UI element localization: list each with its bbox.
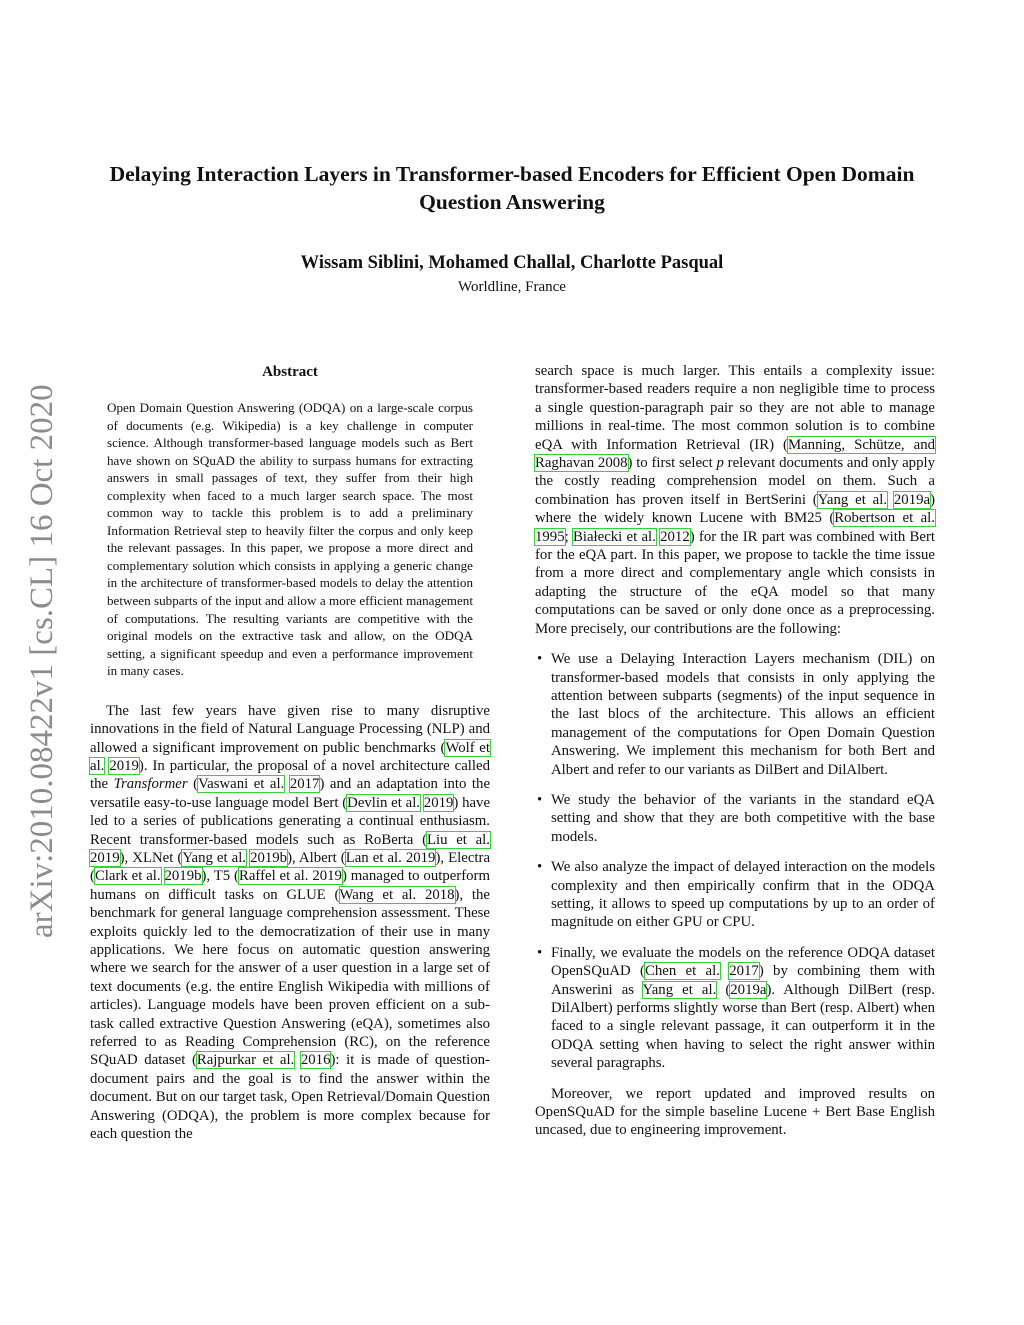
citation-year-link[interactable]: 2019a (730, 981, 767, 998)
intro-text: ) managed to outperform humans on difficult tasks on GLUE ( (90, 868, 490, 903)
intro-text: ), the benchmark for general language comprehension assessment. These exploits quickly led to the democratization of their use in many applications. We here focus on automatic question answering where we search for the answer of a user question in a large set of text documents (e.g. the entire English Wikipedia with millions of articles). Language models have been proven efficient on a sub-task called extractive Question Answering (eQA), sometimes also referred to as Reading Comprehension (RC), on the reference SQuAD dataset ( (90, 886, 490, 1069)
list-item-text: We study the behavior of the variants in the standard eQA setting and show that they are both competitive with the base models. (551, 791, 935, 845)
citation-year-link[interactable]: 2017 (289, 776, 320, 793)
citation-link[interactable]: Yang et al. (817, 491, 888, 508)
list-item (535, 650, 935, 779)
intro-text: ), T5 ( (201, 868, 239, 885)
citation-year-link[interactable]: 2019b (164, 868, 202, 885)
citation-link[interactable]: Chen et al. (644, 963, 720, 980)
right-text: search space is much larger. This entails a complexity issue: transformer-based readers require a non negligible time to process a single question-paragraph pair so they are not able to manage millions in real-time. The most common solution is to combine eQA with Information Retrieval (IR) ( (535, 363, 935, 453)
arxiv-identifier: arXiv:2010.08422v1 [cs.CL] 16 Oct 2020 (24, 384, 60, 938)
right-column (535, 362, 935, 1140)
abstract-text: Open Domain Question Answering (ODQA) on a large-scale corpus of documents (e.g. Wikipedia) is a key challenge in computer science. Although transformer-based language models such as Bert have shown on SQuAD the ability to surpass humans for extracting answers in small passages of text, they suffer from their high complexity when faced to a much larger search space. The most common way to tackle this problem is to add a preliminary Information Retrieval step to heavily filter the corpus and only keep the relevant passages. In this paper, we propose a more direct and complementary solution which consists in applying a generic change in the architecture of transformer-based models to delay the attention between subparts of the input and allow a more efficient management of computations. The resulting variants are competitive with the original models on the extractive task and allow, on the ODQA setting, a significant speedup and even a performance improvement in many cases. (107, 400, 473, 679)
paper-authors: Wissam Siblini, Mohamed Challal, Charlotte Pasqual (300, 253, 724, 273)
right-text: ) for the IR part was combined with Bert for the eQA part. In this paper, we propose to tackle the time issue from a more direct and complementary angle which consists in adapting the structure of the eQA model so that many computations can be saved or only done once as a preprocessing. More precisely, our contributions are the following: (535, 528, 936, 637)
bullet-icon: • (537, 859, 543, 876)
citation-link[interactable]: Yang et al. (642, 981, 717, 998)
right-text: ; (564, 528, 573, 545)
list-item-text: We also analyze the impact of delayed interaction on the models complexity and then empirically confirm that in the ODQA setting, it allows to speed up computations by up to an order of magnitude on either GPU or CPU. (551, 859, 935, 931)
citation-year-link[interactable]: 2019 (109, 757, 139, 774)
citation-link[interactable]: Raffel et al. 2019 (238, 868, 342, 885)
left-column (90, 362, 490, 1144)
contributions-list (535, 650, 935, 1073)
citation-link[interactable]: Clark et al. (94, 868, 161, 885)
citation-link[interactable]: Liu et al. 2019 (90, 831, 490, 866)
intro-text: The last few years have given rise to many disruptive innovations in the field of Natural Language Processing (NLP) and allowed a significant improvement on public benchmarks ( (90, 702, 490, 756)
intro-emphasis: Transformer (113, 776, 188, 793)
bullet-icon: • (537, 651, 543, 668)
citation-link[interactable]: Manning, Schütze, and Raghavan 2008 (535, 436, 935, 472)
right-text: ) to first select (627, 455, 717, 472)
intro-text: ), Albert ( (287, 850, 346, 866)
citation-link[interactable]: Białecki et al. (572, 528, 656, 545)
right-paragraph (535, 362, 935, 638)
citation-year-link[interactable]: 1995 (535, 528, 565, 545)
intro-text: ( (187, 776, 199, 793)
paper-affiliation: Worldline, France (458, 279, 566, 295)
intro-paragraph (90, 702, 490, 1144)
right-text: relevant documents and only apply the costly reading comprehension model on them. Such a combination has proven itself in BertSerini ( (535, 455, 935, 508)
right-text: ) where the widely known Lucene with BM25 ( (535, 491, 936, 527)
citation-link[interactable]: Robertson et al. (834, 510, 935, 527)
citation-link[interactable]: Devlin et al. (347, 794, 421, 811)
citation-link[interactable]: Vaswani et al. (198, 776, 285, 793)
list-item-text: ) by combining them with Answerini as (551, 963, 935, 998)
citation-year-link[interactable]: 2019b (250, 850, 288, 866)
bullet-icon: • (537, 944, 543, 961)
math-variable: p (716, 455, 724, 472)
intro-text: ): it is made of question-document pairs and the goal is to find the answer within the document. But on our target task, Open Retrieval/Domain Question Answering (ODQA), the problem is more complex because for each question the (90, 1052, 490, 1143)
list-item-text: ). Although DilBert (resp. DilAlbert) performs slightly worse than Bert (resp. Albert) when faced to a single relevant passage, it can outperform it in the ODQA setting when having to select the right answer within several paragraphs. (551, 981, 935, 1072)
citation-link[interactable]: Lan et al. 2019 (345, 850, 436, 866)
citation-year-link[interactable]: 2012 (660, 528, 690, 545)
list-item (535, 791, 935, 846)
citation-link[interactable]: Rajpurkar et al. (196, 1052, 295, 1069)
citation-year-link[interactable]: 2019 (423, 794, 454, 811)
intro-text: ), Electra ( (90, 850, 491, 885)
list-item (535, 858, 935, 932)
list-item-text: We use a Delaying Interaction Layers mechanism (DIL) on transformer-based models that consists in only applying the attention between subparts (segments) of the input sequence in the last blocs of the architecture. This allows an efficient management of the computations for Open Domain Question Answering. We implement this mechanism for both Bert and Albert and refer to our variants as DilBert and DilAlbert. (551, 651, 935, 778)
moreover-paragraph: Moreover, we report updated and improved results on OpenSQuAD for the simple baseline Lucene + Bert Base English uncased, due to engineering improvement. (535, 1085, 935, 1139)
bullet-icon: • (537, 791, 543, 808)
citation-link[interactable]: Yang et al. (182, 850, 247, 866)
citation-year-link[interactable]: 2019a (893, 491, 931, 508)
citation-year-link[interactable]: 2016 (300, 1052, 331, 1069)
paper-title: Delaying Interaction Layers in Transformer-based Encoders for Efficient Open Domain Question Answering (109, 162, 915, 214)
citation-link[interactable]: Wang et al. 2018 (339, 886, 455, 903)
list-item-text: Finally, we evaluate the models on the reference ODQA dataset OpenSQuAD ( (551, 944, 935, 980)
intro-text: ), XLNet ( (119, 850, 183, 866)
abstract-heading: Abstract (262, 364, 318, 380)
intro-text: ). In particular, the proposal of a novel architecture called the (90, 757, 490, 793)
citation-link[interactable]: Wolf et al. (90, 739, 490, 774)
intro-text: ) have led to a series of publications generating a continual enthusiasm. Recent transformer-based models such as RoBerta ( (90, 794, 491, 848)
list-item: • Finally, we evaluate the models on the reference ODQA dataset OpenSQuAD (Chen et al. 2017) by combining them with Answerini as Yang et al. (2019a). Although DilBert (resp. DilAlbert) performs slightly worse than Bert (resp. Albert) when faced to a single relevant passage, it can outperform it in the ODQA setting when having to select the right answer within several paragraphs. (537, 944, 935, 1072)
citation-year-link[interactable]: 2017 (729, 963, 759, 980)
intro-text: ) and an adaptation into the versatile easy-to-use language model Bert ( (90, 776, 491, 811)
